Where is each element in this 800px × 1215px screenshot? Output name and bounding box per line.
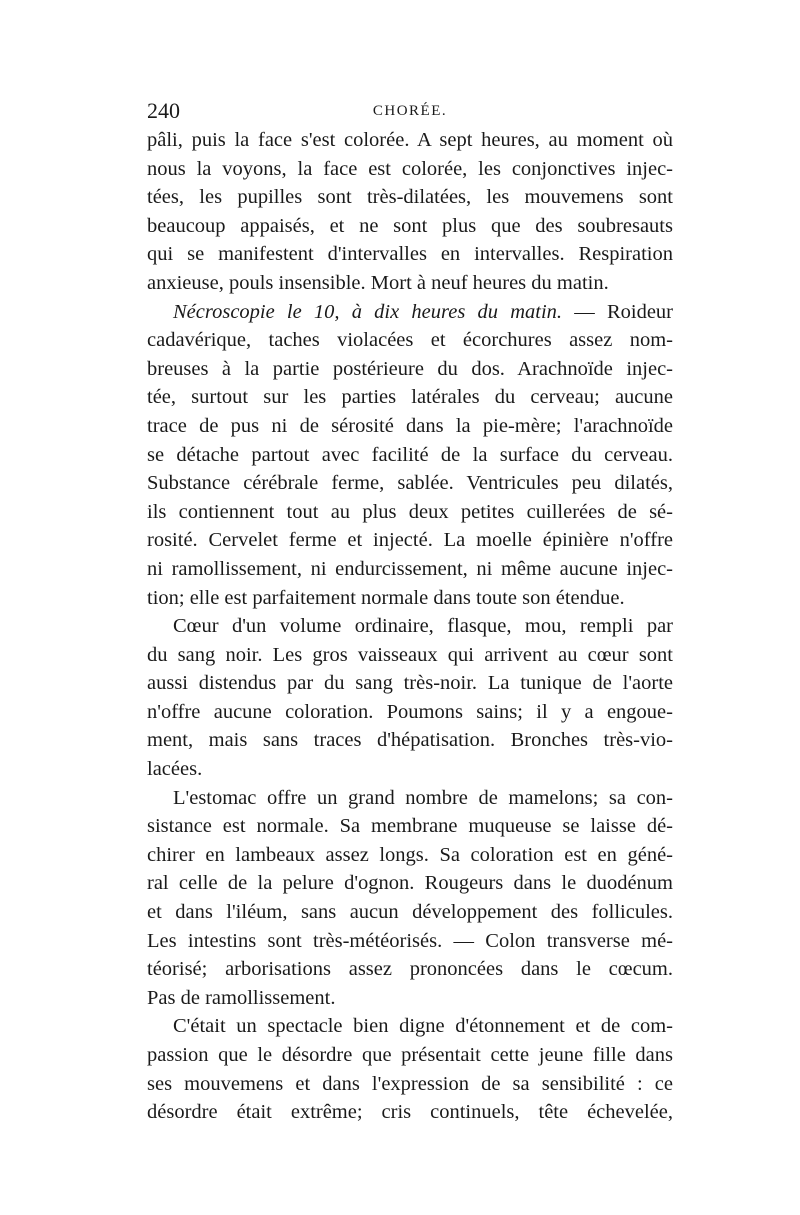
text-line: rosité. Cervelet ferme et injecté. La moelle épinière n'offre xyxy=(147,529,673,552)
text-line: beaucoup appaisés, et ne sont plus que des soubresauts xyxy=(147,214,673,237)
text-line: C'était un spectacle bien digne d'étonnement et de com- xyxy=(173,1015,673,1038)
text-line: pâli, puis la face s'est colorée. A sept heures, au moment où xyxy=(147,129,673,151)
text-line: anxieuse, pouls insensible. Mort à neuf heures du matin. xyxy=(147,271,609,294)
text-line: n'offre aucune coloration. Poumons sains; il y a engoue- xyxy=(147,700,673,723)
text-line-necroscopie xyxy=(147,298,673,327)
text-line: sistance est normale. Sa membrane muqueuse se laisse dé- xyxy=(147,815,673,838)
text-line: aussi distendus par du sang très-noir. La tunique de l'aorte xyxy=(147,672,673,695)
text-line: ment, mais sans traces d'hépatisation. Bronches très-vio- xyxy=(147,729,673,752)
text-line: Substance cérébrale ferme, sablée. Ventricules peu dilatés, xyxy=(147,472,673,495)
text-line: ral celle de la pelure d'ognon. Rougeurs dans le duodénum xyxy=(147,872,673,895)
text-line: se détache partout avec facilité de la surface du cerveau. xyxy=(147,443,673,466)
page-header xyxy=(147,96,673,126)
page-number: 240 xyxy=(147,98,180,123)
text-line: qui se manifestent d'intervalles en intervalles. Respiration xyxy=(147,243,673,266)
text-line: lacées. xyxy=(147,758,203,781)
text-line: L'estomac offre un grand nombre de mamelons; sa con- xyxy=(173,786,673,809)
body-text xyxy=(147,126,673,1127)
text-line: ils contiennent tout au plus deux petites cuillerées de sé- xyxy=(147,500,673,523)
text-line: ses mouvemens et dans l'expression de sa sensibilité : ce xyxy=(147,1072,673,1095)
text-line: Pas de ramollissement. xyxy=(147,986,336,1009)
text-line: passion que le désordre que présentait cette jeune fille dans xyxy=(147,1044,673,1066)
necroscopie-continuation: — Roideur xyxy=(562,300,673,323)
text-line: tée, surtout sur les parties latérales du cerveau; aucune xyxy=(147,386,673,409)
text-line: ni ramollissement, ni endurcissement, ni même aucune injec- xyxy=(147,557,673,580)
text-line: breuses à la partie postérieure du dos. Arachnoïde injec- xyxy=(147,357,673,380)
text-line: trace de pus ni de sérosité dans la pie-mère; l'arachnoïde xyxy=(147,414,673,437)
text-line: désordre était extrême; cris continuels, tête échevelée, xyxy=(147,1101,673,1124)
text-line: et dans l'iléum, sans aucun développement des follicules. xyxy=(147,901,673,924)
text-line: tion; elle est parfaitement normale dans toute son étendue. xyxy=(147,586,625,609)
necroscopie-heading: Nécroscopie le 10, à dix heures du matin. xyxy=(173,300,563,323)
text-line: téorisé; arborisations assez prononcées dans le cœcum. xyxy=(147,958,673,981)
text-line: nous la voyons, la face est colorée, les conjonctives injec- xyxy=(147,157,673,180)
running-title: CHORÉE. xyxy=(372,103,448,119)
text-line: du sang noir. Les gros vaisseaux qui arrivent au cœur sont xyxy=(147,643,673,666)
text-line: tées, les pupilles sont très-dilatées, les mouvemens sont xyxy=(147,186,673,209)
text-line: Les intestins sont très-météorisés. — Colon transverse mé- xyxy=(147,929,673,952)
text-line: chirer en lambeaux assez longs. Sa coloration est en géné- xyxy=(147,843,673,866)
text-line: Cœur d'un volume ordinaire, flasque, mou, rempli par xyxy=(173,615,673,638)
text-line: cadavérique, taches violacées et écorchures assez nom- xyxy=(147,329,673,352)
